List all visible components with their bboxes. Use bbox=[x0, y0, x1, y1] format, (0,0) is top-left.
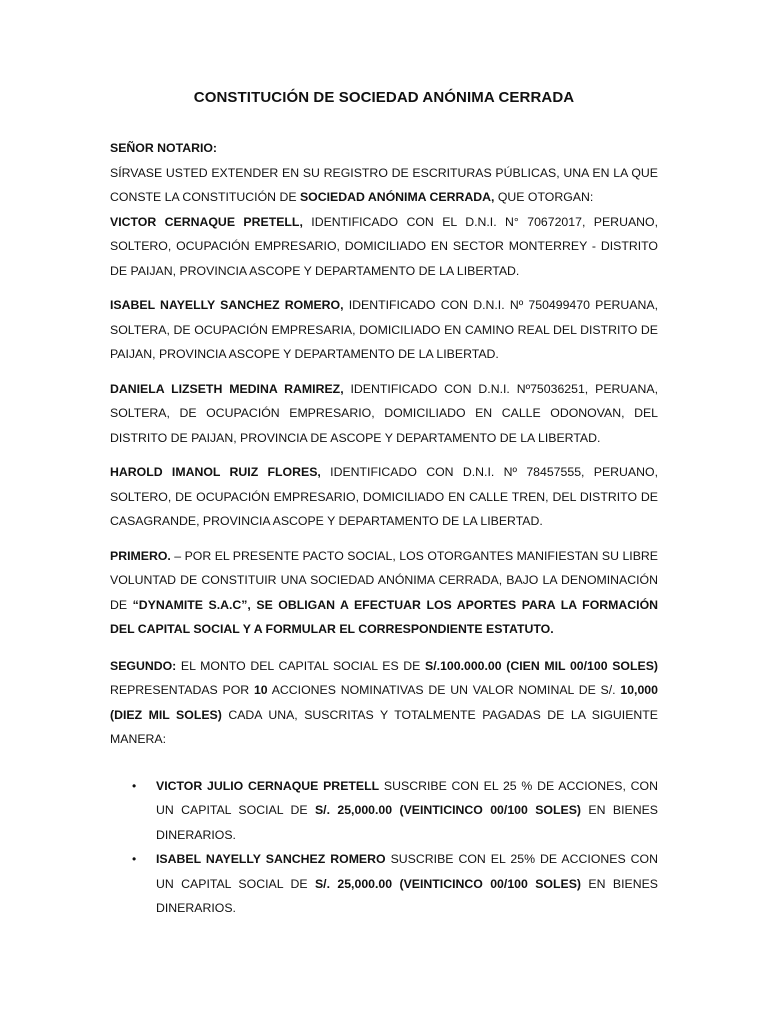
list-item: • ISABEL NAYELLY SANCHEZ ROMERO SUSCRIBE CON EL 25% DE ACCIONES CON UN CAPITAL SOCIAL DE S/. 25,000.00 (VEINTICINCO 00/100 SOLES) EN BIENES DINERARIOS. bbox=[110, 847, 658, 921]
clause-label: PRIMERO. bbox=[110, 548, 171, 563]
clause-primero: PRIMERO. – POR EL PRESENTE PACTO SOCIAL, LOS OTORGANTES MANIFIESTAN SU LIBRE VOLUNTAD DE CONSTITUIR UNA SOCIEDAD ANÓNIMA CERRADA, BAJO LA DENOMINACIÓN DE “DYNAMITE S.A.C”, SE OBLIGAN A EFECTUAR LOS APORTES PARA LA FORMACIÓN DEL CAPITAL SOCIAL Y A FORMULAR EL CORRESPONDIENTE ESTATUTO. bbox=[110, 548, 659, 636]
clause-segundo: SEGUNDO: EL MONTO DEL CAPITAL SOCIAL ES DE S/.100.000.00 (CIEN MIL 00/100 SOLES) REPRESENTADAS POR 10 ACCIONES NOMINATIVAS DE UN VALOR NOMINAL DE S/. 10,000 (DIEZ MIL SOLES) CADA UNA, SUSCRITAS Y TOTALMENTE PAGADAS DE LA SIGUIENTE MANERA: bbox=[110, 658, 658, 746]
party-paragraph-4: HAROLD IMANOL RUIZ FLORES, IDENTIFICADO CON D.N.I. Nº 78457555, PERUANO, SOLTERO, DE OCUPACIÓN EMPRESARIO, DOMICILIADO EN CALLE TREN, DEL DISTRITO DE CASAGRANDE, PROVINCIA ASCOPE Y DEPARTAMENTO DE LA LIBERTAD. bbox=[110, 465, 658, 528]
document-body bbox=[110, 136, 658, 921]
party-name: ISABEL NAYELLY SANCHEZ ROMERO, bbox=[110, 298, 344, 312]
party-name: HAROLD IMANOL RUIZ FLORES, bbox=[110, 465, 321, 479]
salutation: SEÑOR NOTARIO: bbox=[110, 141, 218, 155]
intro-paragraph: SÍRVASE USTED EXTENDER EN SU REGISTRO DE ESCRITURAS PÚBLICAS, UNA EN LA QUE CONSTE LA CONSTITUCIÓN DE SOCIEDAD ANÓNIMA CERRADA, QUE OTORGAN: bbox=[110, 165, 658, 204]
party-name: VICTOR CERNAQUE PRETELL, bbox=[110, 214, 303, 229]
party-paragraph-2: ISABEL NAYELLY SANCHEZ ROMERO, IDENTIFICADO CON D.N.I. Nº 750499470 PERUANA, SOLTERA, DE OCUPACIÓN EMPRESARIA, DOMICILIADO EN CAMINO REAL DEL DISTRITO DE PAIJAN, PROVINCIA ASCOPE Y DEPARTAMENTO DE LA LIBERTAD. bbox=[110, 298, 658, 361]
bullet-icon: • bbox=[132, 852, 137, 866]
party-paragraph-3: DANIELA LIZSETH MEDINA RAMIREZ, IDENTIFICADO CON D.N.I. Nº75036251, PERUANA, SOLTERA, DE OCUPACIÓN EMPRESARIO, DOMICILIADO EN CALLE ODONOVAN, DEL DISTRITO DE PAIJAN, PROVINCIA DE ASCOPE Y DEPARTAMENTO DE LA LIBERTAD. bbox=[110, 381, 658, 445]
party-paragraph-1: VICTOR CERNAQUE PRETELL, IDENTIFICADO CON EL D.N.I. N° 70672017, PERUANO, SOLTERO, OCUPACIÓN EMPRESARIO, DOMICILIADO EN SECTOR MONTERREY - DISTRITO DE PAIJAN, PROVINCIA ASCOPE Y DEPARTAMENTO DE LA LIBERTAD. bbox=[110, 214, 659, 278]
subscription-list bbox=[110, 774, 658, 921]
bullet-icon: • bbox=[132, 778, 137, 793]
list-item: • VICTOR JULIO CERNAQUE PRETELL SUSCRIBE CON EL 25 % DE ACCIONES, CON UN CAPITAL SOCIAL DE S/. 25,000.00 (VEINTICINCO 00/100 SOLES) EN BIENES DINERARIOS. bbox=[110, 774, 658, 848]
document-title: CONSTITUCIÓN DE SOCIEDAD ANÓNIMA CERRADA bbox=[193, 89, 575, 106]
party-name: DANIELA LIZSETH MEDINA RAMIREZ, bbox=[110, 381, 344, 396]
clause-label: SEGUNDO: bbox=[110, 658, 177, 673]
